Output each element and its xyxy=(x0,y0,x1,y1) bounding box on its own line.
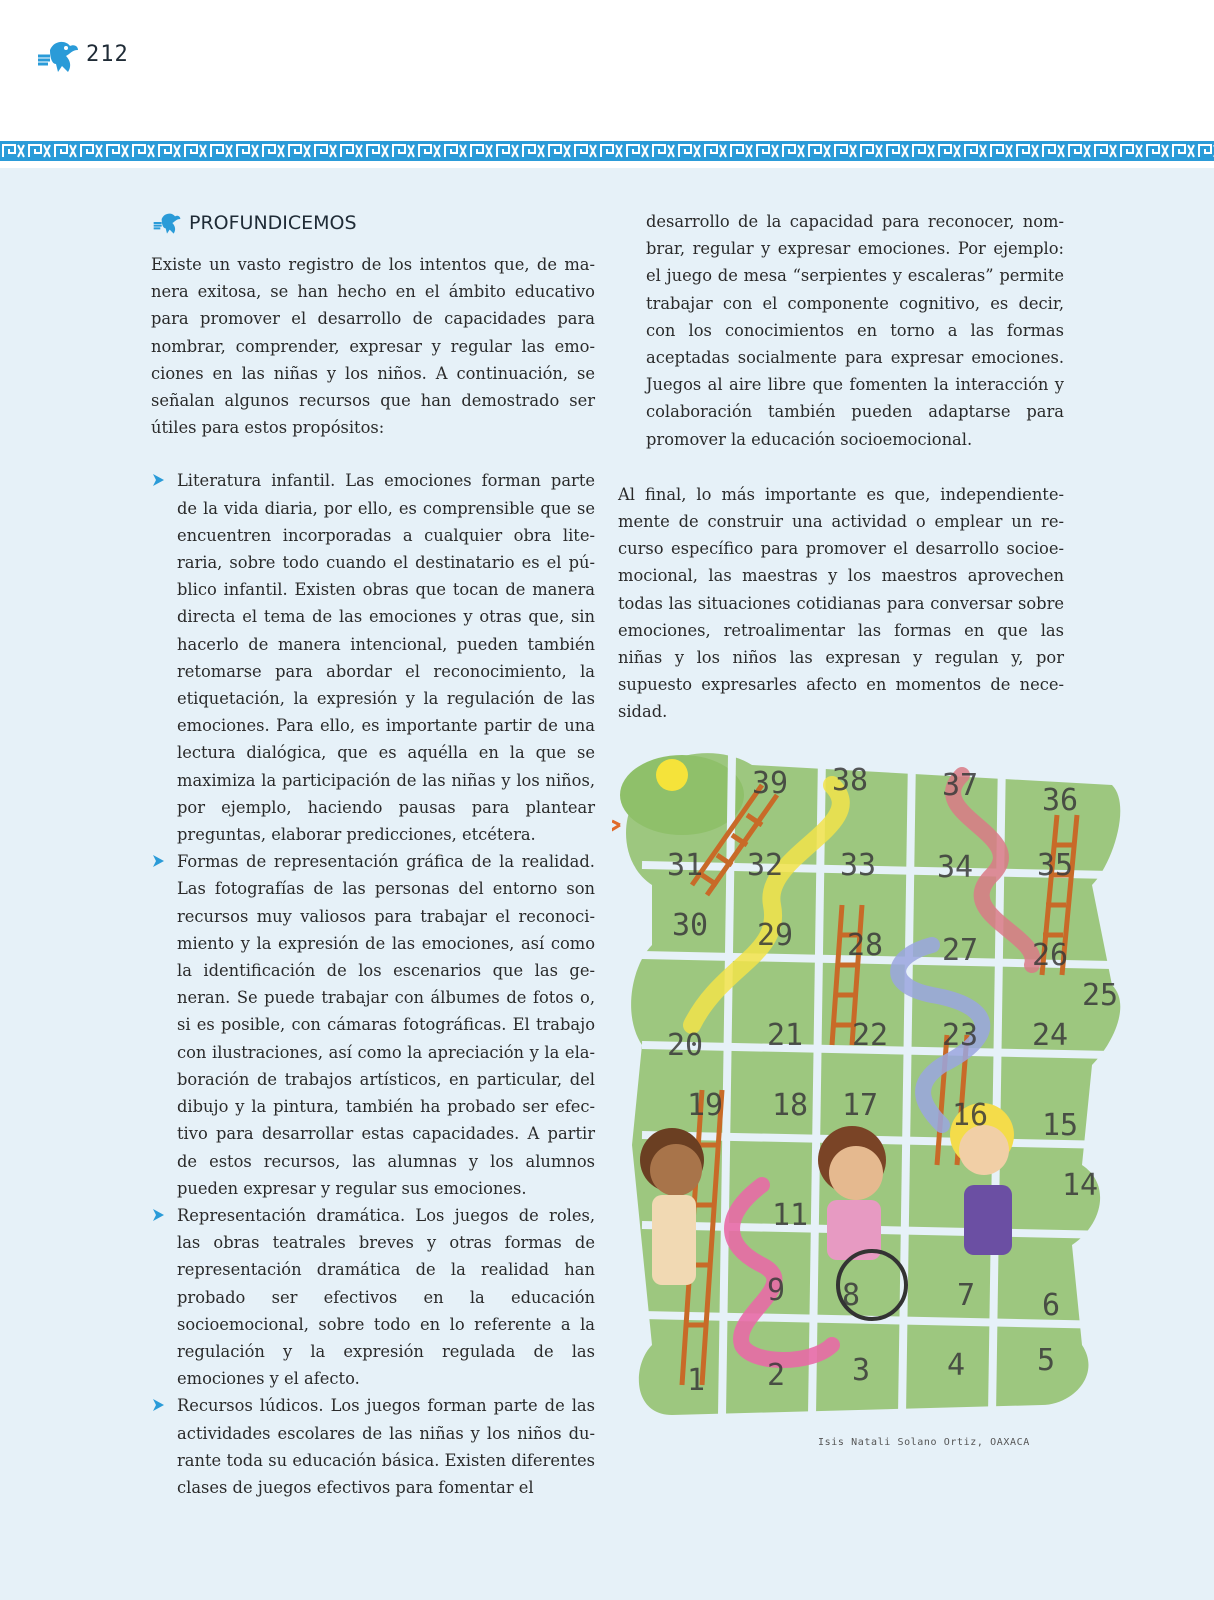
arrow-bullet-icon xyxy=(151,1398,165,1412)
illustration-credit: Isis Natali Solano Ortiz, OAXACA xyxy=(818,1437,1030,1448)
board-number: 2 xyxy=(767,1358,786,1393)
board-number: 26 xyxy=(1032,938,1069,973)
arrow-bullet-icon xyxy=(151,854,165,868)
board-number: 1 xyxy=(687,1363,706,1398)
board-number: 5 xyxy=(1037,1343,1056,1378)
board-number: 9 xyxy=(767,1273,786,1308)
board-number: 36 xyxy=(1042,783,1079,818)
list-item: Literatura infantil. Las emociones forman parte de la vida diaria, por ello, es comprensible que se encuentren incorporadas a cualquier obra literaria, sobre todo cuando el destinatario es el público infantil. Existen obras que tocan de manera directa el tema de las emociones y otras que, sin hacerlo de manera intencional, pueden también retomarse para abordar el reconocimiento, la etiquetación, la expresión y la regulación de las emociones. Para ello, es importante partir de una lectura dialógica, que es aquélla en la que se maximiza la participación de las niñas y los niños, por ejemplo, haciendo pausas para plantear preguntas, elaborar predicciones, etcétera. xyxy=(151,467,595,848)
board-number: 18 xyxy=(772,1088,809,1123)
board-number: 24 xyxy=(1032,1018,1069,1053)
closing-paragraph: Al final, lo más importante es que, independientemente de construir una actividad o emplear un recurso específico para promover el desarrollo socioemocional, las maestras y los maestros aprovechen todas las situaciones cotidianas para conversar sobre emociones, retroalimentar las formas en que las niñas y los niños las expresan y regulan y, por supuesto expresarles afecto en momentos de necesidad. xyxy=(618,484,1064,722)
right-column xyxy=(618,208,1064,726)
list-item: Representación dramática. Los juegos de roles, las obras teatrales breves y otras formas de representación dramática de la realidad han probado ser efectivos en la educación socioemocional, sobre todo en lo referente a la regulación y la expresión regulada de las emociones y el afecto. xyxy=(151,1202,595,1392)
arrow-bullet-icon xyxy=(151,473,165,487)
list-item: Formas de representación gráfica de la realidad. Las fotografías de las personas del entorno son recursos muy valiosos para trabajar el reconocimiento y la expresión de las emociones, así como la identificación de los escenarios que las generan. Se puede trabajar con álbumes de fotos o, si es posible, con cámaras fotográficas. El trabajo con ilustraciones, así como la apreciación y la elaboración de trabajos artísticos, en particular, del dibujo y la pintura, también ha probado ser efectivo para desarrollar estas capacidades. A partir de estos recursos, las alumnas y los alumnos pueden expresar y regular sus emociones. xyxy=(151,848,595,1202)
board-number: 29 xyxy=(757,918,794,953)
board-number: 22 xyxy=(852,1018,889,1053)
board-number: 25 xyxy=(1082,978,1119,1013)
board-number: 37 xyxy=(942,768,979,803)
board-number: 21 xyxy=(767,1018,804,1053)
board-number: 34 xyxy=(937,850,974,885)
board-number: 27 xyxy=(942,933,979,968)
board-number: 23 xyxy=(942,1018,979,1053)
board-number: 7 xyxy=(957,1278,976,1313)
arrow-bullet-icon xyxy=(151,1208,165,1222)
board-number: 30 xyxy=(672,908,709,943)
board-number: 33 xyxy=(840,848,877,883)
resource-list xyxy=(151,467,595,1501)
snakes-and-ladders-illustration xyxy=(612,745,1132,1433)
board-number: 15 xyxy=(1042,1108,1079,1143)
board-number: 32 xyxy=(747,848,784,883)
board-number: 14 xyxy=(1062,1168,1099,1203)
bird-glyph-icon xyxy=(36,38,80,74)
board-number: 35 xyxy=(1037,848,1074,883)
board-number: 20 xyxy=(667,1028,704,1063)
list-item: Recursos lúdicos. Los juegos forman parte de las actividades escolares de las niñas y los niños durante toda su educación básica. Existen diferentes clases de juegos efectivos para fomentar el xyxy=(151,1392,595,1501)
section-title: PROFUNDICEMOS xyxy=(189,212,357,234)
greca-border xyxy=(0,141,1214,161)
board-number: 16 xyxy=(952,1098,989,1133)
board-number: 39 xyxy=(752,766,789,801)
bird-glyph-icon xyxy=(151,211,183,235)
board-number: 3 xyxy=(852,1353,871,1388)
section-heading xyxy=(151,211,595,235)
intro-paragraph: Existe un vasto registro de los intentos que, de manera exitosa, se han hecho en el ámbito educativo para promover el desarrollo de capacidades para nombrar, comprender, expresar y regular las emociones en las niñas y los niños. A continuación, se señalan algunos recursos que han demostrado ser útiles para estos propósitos: xyxy=(151,255,595,438)
board-number: 19 xyxy=(687,1088,724,1123)
page-number: 212 xyxy=(86,42,129,67)
board-number: 17 xyxy=(842,1088,879,1123)
board-number: 6 xyxy=(1042,1288,1061,1323)
left-column xyxy=(151,208,595,1501)
board-number: 31 xyxy=(667,848,704,883)
board-number: 4 xyxy=(947,1348,966,1383)
board-number: 38 xyxy=(832,763,869,798)
board-number: 28 xyxy=(847,928,884,963)
board-number: 11 xyxy=(772,1198,809,1233)
continuation-paragraph: desarrollo de la capacidad para reconocer, nombrar, regular y expresar emociones. Por ejemplo: el juego de mesa “serpientes y escaleras” permite trabajar con el componente cognitivo, es decir, con los conocimientos en torno a las formas aceptadas socialmente para expresar emociones. Juegos al aire libre que fomenten la interacción y colaboración también pueden adaptarse para promover la educación socioemocional. xyxy=(646,212,1064,449)
board-number: 8 xyxy=(842,1278,861,1313)
